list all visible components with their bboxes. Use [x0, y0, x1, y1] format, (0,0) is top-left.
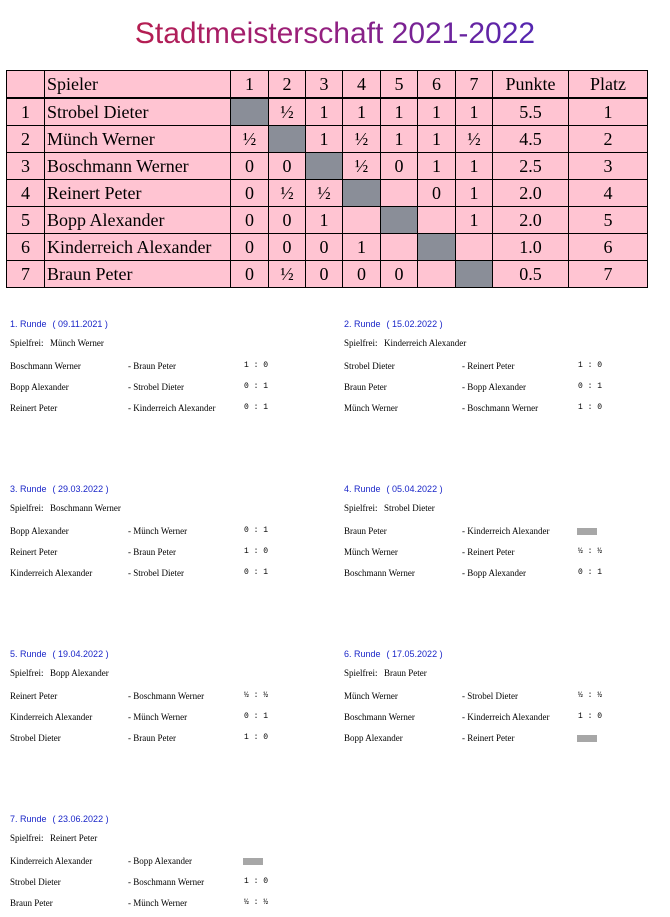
- table-row: [7, 180, 648, 207]
- result-cell: [456, 234, 493, 261]
- result-cell: 1: [456, 207, 493, 234]
- place-cell: 2: [569, 126, 648, 153]
- white-player: Münch Werner: [344, 547, 398, 557]
- pairing-row: [10, 876, 310, 888]
- round-header: [344, 648, 644, 660]
- white-player: Braun Peter: [344, 526, 387, 536]
- white-player: Strobel Dieter: [10, 733, 61, 743]
- bye-label: Spielfrei:: [10, 833, 44, 843]
- pairing-row: [344, 546, 644, 558]
- result-cell: 0: [231, 261, 269, 288]
- black-player: - Braun Peter: [128, 733, 176, 743]
- black-player: - Braun Peter: [128, 361, 176, 371]
- result-cell: 0: [231, 234, 269, 261]
- round-label: 7. Runde: [10, 814, 47, 824]
- table-row: [7, 207, 648, 234]
- result-cell: [381, 234, 418, 261]
- pairing-row: [10, 711, 310, 723]
- black-player: - Boschmann Werner: [462, 403, 539, 413]
- pending-result-marker: [577, 735, 597, 742]
- black-player: - Münch Werner: [128, 712, 188, 722]
- round-block: [10, 813, 310, 908]
- place-cell: 3: [569, 153, 648, 180]
- black-player: - Kinderreich Alexander: [462, 712, 550, 722]
- pending-result-marker: [577, 528, 597, 535]
- round-date: ( 09.11.2021 ): [52, 319, 108, 329]
- bye-label: Spielfrei:: [344, 503, 378, 513]
- round-block: [10, 483, 310, 578]
- result-cell: 1: [381, 126, 418, 153]
- white-player: Münch Werner: [344, 403, 398, 413]
- result-cell: 0: [306, 261, 343, 288]
- black-player: - Münch Werner: [128, 898, 188, 908]
- points-cell: 4.5: [493, 126, 569, 153]
- place-cell: 4: [569, 180, 648, 207]
- black-player: - Reinert Peter: [462, 547, 515, 557]
- result-cell: 1: [418, 98, 456, 126]
- result-cell: ½: [231, 126, 269, 153]
- black-player: - Braun Peter: [128, 547, 176, 557]
- game-result: 0 : 1: [244, 526, 269, 535]
- round-date: ( 19.04.2022 ): [52, 649, 109, 659]
- white-player: Reinert Peter: [10, 547, 58, 557]
- result-cell: 0: [269, 207, 306, 234]
- table-row: [7, 98, 648, 126]
- bye-label: Spielfrei:: [10, 338, 44, 348]
- white-player: Kinderreich Alexander: [10, 856, 93, 866]
- game-result: 0 : 1: [244, 382, 269, 391]
- table-header-row: [7, 71, 648, 99]
- row-number: 1: [7, 98, 45, 126]
- pairing-row: [10, 546, 310, 558]
- game-result: 1 : 0: [244, 877, 269, 886]
- white-player: Bopp Alexander: [344, 733, 403, 743]
- pairing-row: [10, 690, 310, 702]
- white-player: Strobel Dieter: [10, 877, 61, 887]
- result-cell: ½: [269, 180, 306, 207]
- result-cell: 0: [231, 207, 269, 234]
- cross-table: [6, 70, 648, 288]
- result-cell: ½: [343, 126, 381, 153]
- game-result: ½ : ½: [578, 691, 603, 700]
- pending-result-marker: [243, 858, 263, 865]
- black-player: - Strobel Dieter: [128, 568, 184, 578]
- pairing-row: [10, 360, 310, 372]
- header-spieler: Spieler: [45, 71, 231, 99]
- white-player: Bopp Alexander: [10, 382, 69, 392]
- round-header: [10, 813, 310, 825]
- bye-line: [344, 337, 466, 349]
- place-cell: 6: [569, 234, 648, 261]
- white-player: Boschmann Werner: [344, 568, 415, 578]
- black-player: - Bopp Alexander: [462, 568, 526, 578]
- round-block: [344, 318, 644, 413]
- result-cell: 1: [456, 153, 493, 180]
- header-col-7: 7: [456, 71, 493, 99]
- round-date: ( 17.05.2022 ): [386, 649, 443, 659]
- round-block: [10, 318, 310, 413]
- pairing-row: [10, 732, 310, 744]
- bye-line: [344, 502, 435, 514]
- points-cell: 2.5: [493, 153, 569, 180]
- white-player: Kinderreich Alexander: [10, 712, 93, 722]
- result-cell: 1: [306, 98, 343, 126]
- white-player: Münch Werner: [344, 691, 398, 701]
- bye-label: Spielfrei:: [344, 338, 378, 348]
- pairing-row: [10, 381, 310, 393]
- points-cell: 0.5: [493, 261, 569, 288]
- round-label: 3. Runde: [10, 484, 47, 494]
- game-result: 1 : 0: [244, 733, 269, 742]
- bye-player: Reinert Peter: [50, 833, 98, 843]
- bye-label: Spielfrei:: [344, 668, 378, 678]
- white-player: Braun Peter: [344, 382, 387, 392]
- game-result: 0 : 1: [244, 712, 269, 721]
- black-player: - Kinderreich Alexander: [462, 526, 550, 536]
- player-name: Strobel Dieter: [45, 98, 231, 126]
- round-block: [344, 483, 644, 578]
- pairing-row: [10, 525, 310, 537]
- black-player: - Strobel Dieter: [128, 382, 184, 392]
- game-result: 1 : 0: [244, 361, 269, 370]
- result-cell: ½: [343, 153, 381, 180]
- player-name: Bopp Alexander: [45, 207, 231, 234]
- game-result: ½ : ½: [244, 691, 269, 700]
- header-col-2: 2: [269, 71, 306, 99]
- header-col-5: 5: [381, 71, 418, 99]
- header-col-6: 6: [418, 71, 456, 99]
- player-name: Boschmann Werner: [45, 153, 231, 180]
- round-label: 6. Runde: [344, 649, 381, 659]
- result-cell: [381, 180, 418, 207]
- pairing-row: [344, 567, 644, 579]
- black-player: - Boschmann Werner: [128, 691, 205, 701]
- game-result: 1 : 0: [244, 547, 269, 556]
- table-row: [7, 126, 648, 153]
- pairing-row: [10, 402, 310, 414]
- result-cell: 0: [269, 153, 306, 180]
- round-header: [10, 483, 310, 495]
- round-block: [10, 648, 310, 743]
- bye-line: [10, 502, 121, 514]
- black-player: - Münch Werner: [128, 526, 188, 536]
- header-col-1: 1: [231, 71, 269, 99]
- bye-label: Spielfrei:: [10, 503, 44, 513]
- pairing-row: [344, 360, 644, 372]
- game-result: 0 : 1: [244, 403, 269, 412]
- bye-player: Bopp Alexander: [50, 668, 109, 678]
- round-header: [10, 318, 310, 330]
- diagonal-cell: [456, 261, 493, 288]
- bye-player: Boschmann Werner: [50, 503, 121, 513]
- bye-line: [10, 832, 97, 844]
- bye-player: Strobel Dieter: [384, 503, 435, 513]
- row-number: 4: [7, 180, 45, 207]
- header-col-3: 3: [306, 71, 343, 99]
- game-result: 0 : 1: [578, 382, 603, 391]
- bye-line: [344, 667, 427, 679]
- bye-player: Münch Werner: [50, 338, 104, 348]
- pairing-row: [344, 381, 644, 393]
- bye-player: Braun Peter: [384, 668, 427, 678]
- white-player: Strobel Dieter: [344, 361, 395, 371]
- row-number: 3: [7, 153, 45, 180]
- row-number: 7: [7, 261, 45, 288]
- player-name: Reinert Peter: [45, 180, 231, 207]
- diagonal-cell: [381, 207, 418, 234]
- round-date: ( 05.04.2022 ): [386, 484, 443, 494]
- game-result: 1 : 0: [578, 361, 603, 370]
- black-player: - Bopp Alexander: [462, 382, 526, 392]
- header-platz: Platz: [569, 71, 648, 99]
- white-player: Braun Peter: [10, 898, 53, 908]
- round-header: [10, 648, 310, 660]
- white-player: Bopp Alexander: [10, 526, 69, 536]
- round-header: [344, 483, 644, 495]
- game-result: ½ : ½: [244, 898, 269, 907]
- row-number: 5: [7, 207, 45, 234]
- diagonal-cell: [269, 126, 306, 153]
- diagonal-cell: [343, 180, 381, 207]
- player-name: Braun Peter: [45, 261, 231, 288]
- result-cell: 1: [418, 153, 456, 180]
- player-name: Münch Werner: [45, 126, 231, 153]
- result-cell: [418, 261, 456, 288]
- round-date: ( 15.02.2022 ): [386, 319, 443, 329]
- result-cell: 0: [343, 261, 381, 288]
- result-cell: 0: [418, 180, 456, 207]
- result-cell: 1: [306, 126, 343, 153]
- table-row: [7, 234, 648, 261]
- diagonal-cell: [418, 234, 456, 261]
- game-result: 1 : 0: [578, 403, 603, 412]
- result-cell: ½: [456, 126, 493, 153]
- place-cell: 5: [569, 207, 648, 234]
- row-number: 2: [7, 126, 45, 153]
- round-label: 5. Runde: [10, 649, 47, 659]
- result-cell: 1: [343, 98, 381, 126]
- round-header: [344, 318, 644, 330]
- pairing-row: [344, 525, 644, 537]
- round-date: ( 29.03.2022 ): [52, 484, 109, 494]
- result-cell: [418, 207, 456, 234]
- points-cell: 2.0: [493, 180, 569, 207]
- pairing-row: [10, 897, 310, 909]
- row-number: 6: [7, 234, 45, 261]
- round-date: ( 23.06.2022 ): [52, 814, 109, 824]
- diagonal-cell: [306, 153, 343, 180]
- game-result: 0 : 1: [578, 568, 603, 577]
- pairing-row: [344, 732, 644, 744]
- white-player: Kinderreich Alexander: [10, 568, 93, 578]
- result-cell: ½: [269, 98, 306, 126]
- player-name: Kinderreich Alexander: [45, 234, 231, 261]
- header-col-4: 4: [343, 71, 381, 99]
- table-row: [7, 261, 648, 288]
- points-cell: 1.0: [493, 234, 569, 261]
- result-cell: 0: [306, 234, 343, 261]
- result-cell: ½: [306, 180, 343, 207]
- black-player: - Reinert Peter: [462, 361, 515, 371]
- white-player: Reinert Peter: [10, 691, 58, 701]
- diagonal-cell: [231, 98, 269, 126]
- header-punkte: Punkte: [493, 71, 569, 99]
- header-nr: [7, 71, 45, 99]
- bye-label: Spielfrei:: [10, 668, 44, 678]
- pairing-row: [10, 567, 310, 579]
- points-cell: 2.0: [493, 207, 569, 234]
- white-player: Reinert Peter: [10, 403, 58, 413]
- round-label: 1. Runde: [10, 319, 47, 329]
- result-cell: 1: [343, 234, 381, 261]
- result-cell: 0: [381, 153, 418, 180]
- result-cell: 0: [231, 180, 269, 207]
- result-cell: ½: [269, 261, 306, 288]
- place-cell: 1: [569, 98, 648, 126]
- black-player: - Reinert Peter: [462, 733, 515, 743]
- result-cell: [343, 207, 381, 234]
- white-player: Boschmann Werner: [10, 361, 81, 371]
- pairing-row: [344, 711, 644, 723]
- result-cell: 0: [381, 261, 418, 288]
- bye-line: [10, 667, 109, 679]
- place-cell: 7: [569, 261, 648, 288]
- result-cell: 1: [306, 207, 343, 234]
- round-label: 4. Runde: [344, 484, 381, 494]
- round-block: [344, 648, 644, 743]
- page-title: Stadtmeisterschaft 2021-2022: [0, 14, 670, 54]
- result-cell: 0: [269, 234, 306, 261]
- pairing-row: [344, 690, 644, 702]
- game-result: 0 : 1: [244, 568, 269, 577]
- points-cell: 5.5: [493, 98, 569, 126]
- black-player: - Boschmann Werner: [128, 877, 205, 887]
- result-cell: 1: [381, 98, 418, 126]
- pairing-row: [344, 402, 644, 414]
- bye-line: [10, 337, 104, 349]
- result-cell: 1: [418, 126, 456, 153]
- result-cell: 0: [231, 153, 269, 180]
- black-player: - Kinderreich Alexander: [128, 403, 216, 413]
- black-player: - Strobel Dieter: [462, 691, 518, 701]
- white-player: Boschmann Werner: [344, 712, 415, 722]
- round-label: 2. Runde: [344, 319, 381, 329]
- table-row: [7, 153, 648, 180]
- game-result: 1 : 0: [578, 712, 603, 721]
- result-cell: 1: [456, 98, 493, 126]
- bye-player: Kinderreich Alexander: [384, 338, 467, 348]
- pairing-row: [10, 855, 310, 867]
- game-result: ½ : ½: [578, 547, 603, 556]
- result-cell: 1: [456, 180, 493, 207]
- black-player: - Bopp Alexander: [128, 856, 192, 866]
